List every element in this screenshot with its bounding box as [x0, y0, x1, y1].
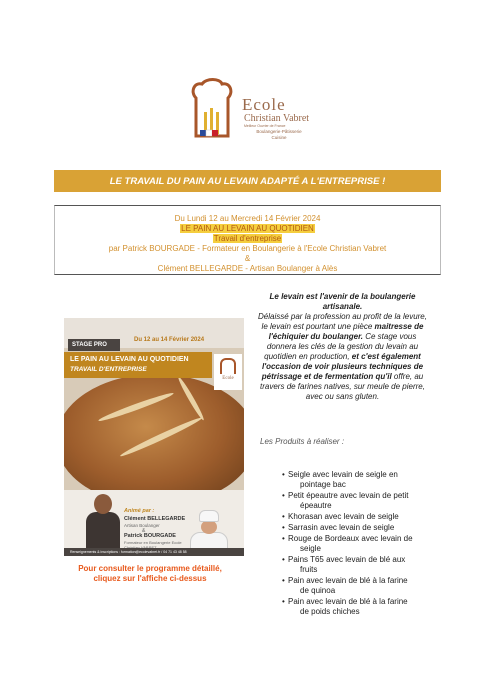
products-list [282, 470, 432, 618]
poster-trainer1-role: Artisan Boulanger [124, 523, 160, 528]
poster-footer: Renseignements & inscriptions : formation@ecolevabret.fr / 04 71 43 48 58 [64, 548, 244, 556]
product-line1: Pains T65 avec levain de blé aux [288, 555, 406, 564]
logo-school-text: Ecole [242, 95, 286, 114]
bread-score [176, 376, 205, 422]
intro-text-1: Délaissé par la profession au profit de la levure, le levain est pourtant une pièce [258, 312, 427, 331]
poster-logo [214, 354, 242, 390]
intro-paragraph [255, 292, 430, 402]
intro-text-2: Ce stage vous donnera les clés de la gestion du levain au quotidien en production, [264, 332, 419, 361]
product-line1: Rouge de Bordeaux avec levain de [288, 534, 413, 543]
product-line1: Petit épeautre avec levain de petit [288, 491, 409, 500]
poster-banner-subtitle: TRAVAIL D'ENTREPRISE [70, 366, 147, 373]
trainer-body [86, 512, 120, 548]
poster-caption-link[interactable]: Pour consulter le programme détaillé, cliquez sur l'affiche ci-dessus [78, 564, 222, 583]
poster-trainer2-role: Formateur en Boulangerie Ecole [124, 540, 182, 545]
trainer-photo-patrick [190, 510, 228, 552]
logo-sub-text: Boulangerie·Pâtisserie Cuisine [256, 129, 302, 140]
product-line2: fruits [300, 565, 318, 574]
title-banner [54, 170, 441, 192]
product-line1: Pain avec levain de blé à la farine [288, 576, 408, 585]
chef-hat-logo-icon [184, 78, 242, 142]
poster-banner [64, 352, 212, 378]
intro-bold-2: maitresse de l'échiquier du boulanger. [268, 322, 424, 341]
trainer-head [201, 520, 217, 534]
product-line1: Khorasan avec levain de seigle [288, 512, 399, 521]
logo-mof-text: Meilleur Ouvrier de France [244, 124, 286, 128]
trainer-line: par Patrick BOURGADE - Formateur en Boulangerie à l'Ecole Christian Vabret [108, 244, 387, 253]
list-item [282, 576, 432, 596]
products-heading: Les Produits à réaliser : [260, 437, 345, 446]
page-title: LE TRAVAIL DU PAIN AU LEVAIN ADAPTÉ A L'ENTREPRISE ! [109, 175, 386, 187]
bread-image [64, 374, 244, 506]
product-line2: de poids chiches [300, 607, 360, 616]
course-dates: Du Lundi 12 au Mercredi 14 Février 2024 [174, 214, 321, 223]
list-item [282, 470, 432, 490]
poster-logo-icon [220, 358, 236, 374]
poster-ampersand: & [142, 528, 146, 534]
list-item [282, 597, 432, 617]
product-line2: épeautre [300, 501, 332, 510]
list-item [282, 491, 432, 511]
co-trainer-line: Clément BELLEGARDE - Artisan Boulanger à Alès [157, 264, 338, 273]
logo-name-text: Christian Vabret [244, 113, 310, 124]
trainer-photo-clement [86, 494, 120, 548]
poster-dates: Du 12 au 14 Février 2024 [134, 337, 205, 343]
product-line1: Sarrasin avec levain de seigle [288, 523, 395, 532]
poster-banner-title: LE PAIN AU LEVAIN AU QUOTIDIEN [70, 356, 189, 363]
intro-bold-3: et c'est également l'occasion de voir plusieurs techniques de pétrissage et de fermentation qu'il [261, 352, 424, 381]
product-line2: pointage bac [300, 480, 346, 489]
chef-hat-icon [199, 510, 219, 522]
product-line2: de quinoa [300, 586, 336, 595]
list-item [282, 512, 432, 522]
intro-text-3: offre, au travers de farines natives, sur meule de pierre, avec ou sans gluten. [260, 372, 425, 401]
intro-lead: Le levain est l'avenir de la boulangerie artisanale. [269, 292, 416, 311]
course-subtitle: Travail d'entreprise [213, 234, 282, 243]
course-poster-link[interactable] [64, 318, 244, 556]
trainer-head [94, 494, 112, 514]
list-item [282, 523, 432, 533]
poster-trainer2-name: Patrick BOURGADE [124, 533, 176, 539]
product-line1: Seigle avec levain de seigle en [288, 470, 398, 479]
logo-subtitle [249, 129, 309, 141]
poster-trainer1-name: Clément BELLEGARDE [124, 516, 186, 522]
ampersand: & [244, 254, 251, 263]
school-logo [184, 76, 319, 152]
bread-score [97, 391, 174, 424]
product-line2: seigle [300, 544, 321, 553]
list-item [282, 534, 432, 554]
poster-logo-text: Ecole [222, 376, 234, 381]
course-title: LE PAIN AU LEVAIN AU QUOTIDIEN [181, 224, 314, 233]
product-line1: Pain avec levain de blé à la farine [288, 597, 408, 606]
poster-anime-label: Animé par : [124, 508, 155, 514]
course-info-box [54, 205, 441, 275]
bread-score [119, 415, 203, 458]
list-item [282, 555, 432, 575]
poster-stage-label: STAGE PRO [68, 339, 120, 351]
